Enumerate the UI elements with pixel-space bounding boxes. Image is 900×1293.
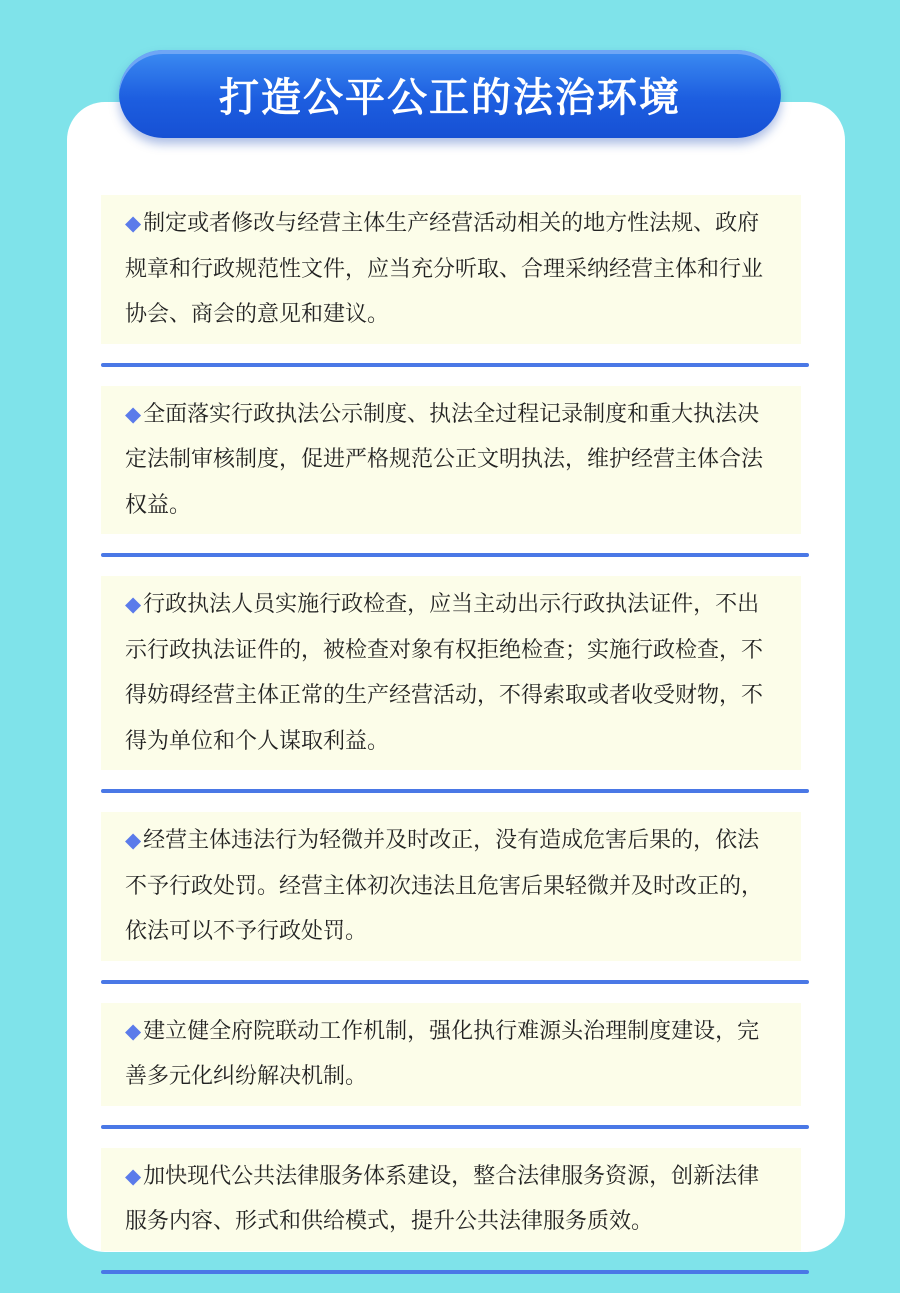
diamond-icon: ◆ — [125, 828, 142, 852]
item-box — [101, 1003, 801, 1106]
divider — [101, 789, 809, 793]
list-item — [101, 1148, 809, 1274]
diamond-icon: ◆ — [125, 401, 142, 426]
diamond-icon: ◆ — [125, 1163, 142, 1188]
item-box — [101, 812, 801, 961]
divider — [101, 1270, 809, 1274]
list-item — [101, 576, 809, 793]
diamond-icon: ◆ — [125, 211, 142, 235]
item-text: 制定或者修改与经营主体生产经营活动相关的地方性法规、政府规章和行政规范性文件，应当充分听取、合理采纳经营主体和行业协会、商会的意见和建议。 — [125, 211, 764, 327]
divider — [101, 553, 809, 557]
list-item — [101, 195, 809, 367]
diamond-icon: ◆ — [125, 592, 142, 616]
item-text: 加快现代公共法律服务体系建设，整合法律服务资源，创新法律服务内容、形式和供给模式，提升公共法律服务质效。 — [125, 1163, 760, 1234]
item-text: 经营主体违法行为轻微并及时改正，没有造成危害后果的，依法不予行政处罚。经营主体初次违法且危害后果轻微并及时改正的，依法可以不予行政处罚。 — [125, 828, 764, 944]
item-box — [101, 576, 801, 770]
page-title: 打造公平公正的法治环境 — [219, 74, 681, 121]
diamond-icon: ◆ — [125, 1018, 142, 1043]
item-list — [101, 195, 809, 1293]
item-text: 建立健全府院联动工作机制，强化执行难源头治理制度建设，完善多元化纠纷解决机制。 — [125, 1018, 760, 1089]
list-item — [101, 386, 809, 558]
list-item — [101, 1003, 809, 1129]
item-box — [101, 195, 801, 344]
item-text: 行政执法人员实施行政检查，应当主动出示行政执法证件，不出示行政执法证件的，被检查对象有权拒绝检查；实施行政检查，不得妨碍经营主体正常的生产经营活动，不得索取或者收受财物，不得为单位和个人谋取利益。 — [125, 592, 764, 754]
divider — [101, 980, 809, 984]
item-box — [101, 1148, 801, 1251]
list-item — [101, 812, 809, 984]
divider — [101, 1125, 809, 1129]
title-banner — [119, 50, 781, 138]
item-text: 全面落实行政执法公示制度、执法全过程记录制度和重大执法决定法制审核制度，促进严格规范公正文明执法，维护经营主体合法权益。 — [125, 401, 764, 518]
divider — [101, 363, 809, 367]
item-box — [101, 386, 801, 535]
